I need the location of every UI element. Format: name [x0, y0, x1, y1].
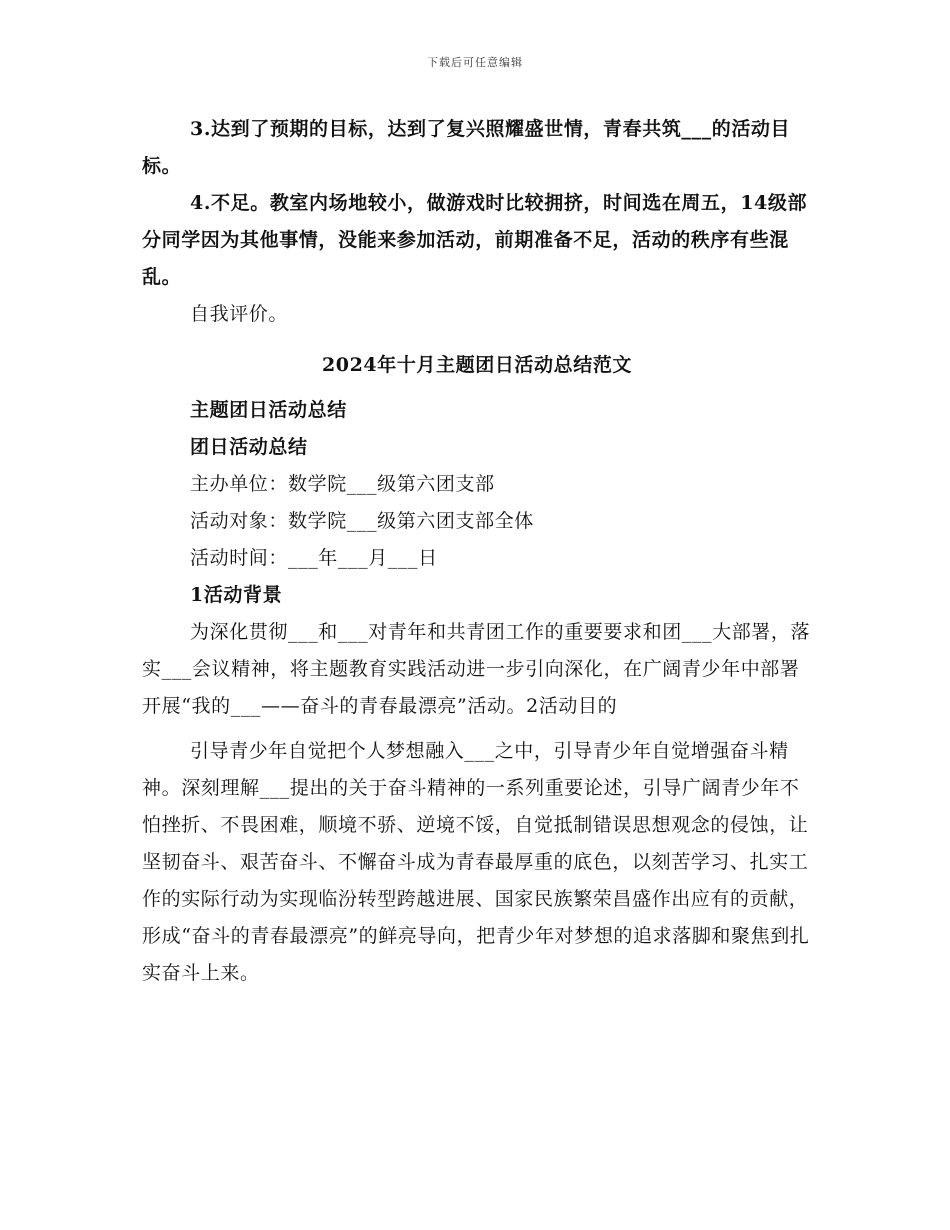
- header-note: 下载后可任意编辑: [427, 56, 523, 69]
- subheading-theme-summary: 主题团日活动总结: [190, 399, 347, 421]
- document-title: 2024年十月主题团日活动总结范文: [321, 354, 633, 376]
- paragraph-purpose: 引导青少年自觉把个人梦想融入___之中，引导青少年自觉增强奋斗精神。深刻理解___提出的关于奋斗精神的一系列重要论述，引导广阔青少年不怕挫折、不畏困难，顺境不骄、逆境不馁，自觉抵制错误思想观念的侵蚀，让坚韧奋斗、艰苦奋斗、不懈奋斗成为青春最厚重的底色，以刻苦学习、扎实工作的实际行动为实现临汾转型跨越进展、国家民族繁荣昌盛作出应有的贡献，形成“奋斗的青春最漂亮”的鲜亮导向，把青少年对梦想的追求落脚和聚焦到扎实奋斗上来。: [142, 740, 810, 984]
- paragraph-background: 为深化贯彻___和___对青年和共青团工作的重要要求和团___大部署，落实___会议精神，将主题教育实践活动进一步引向深化，在广阔青少年中部署开展“我的___——奋斗的青春最漂亮”活动。2活动目的: [142, 621, 811, 717]
- paragraph-self-evaluation: 自我评价。: [190, 303, 289, 325]
- paragraph-goal-achieved: 3.达到了预期的目标，达到了复兴照耀盛世情，青春共筑___的活动目标。: [142, 118, 791, 177]
- subheading-activity-summary: 团日活动总结: [190, 436, 308, 458]
- time-line: 活动时间：___年___月___日: [190, 547, 438, 569]
- organizer-line: 主办单位：数学院___级第六团支部: [190, 473, 495, 495]
- section-background-heading: 1活动背景: [190, 584, 283, 606]
- paragraph-shortcomings: 4.不足。教室内场地较小，做游戏时比较拥挤，时间选在周五，14级部分同学因为其他事情，没能来参加活动，前期准备不足，活动的秩序有些混乱。: [142, 192, 808, 288]
- audience-line: 活动对象：数学院___级第六团支部全体: [190, 510, 534, 532]
- document-body: [142, 111, 812, 992]
